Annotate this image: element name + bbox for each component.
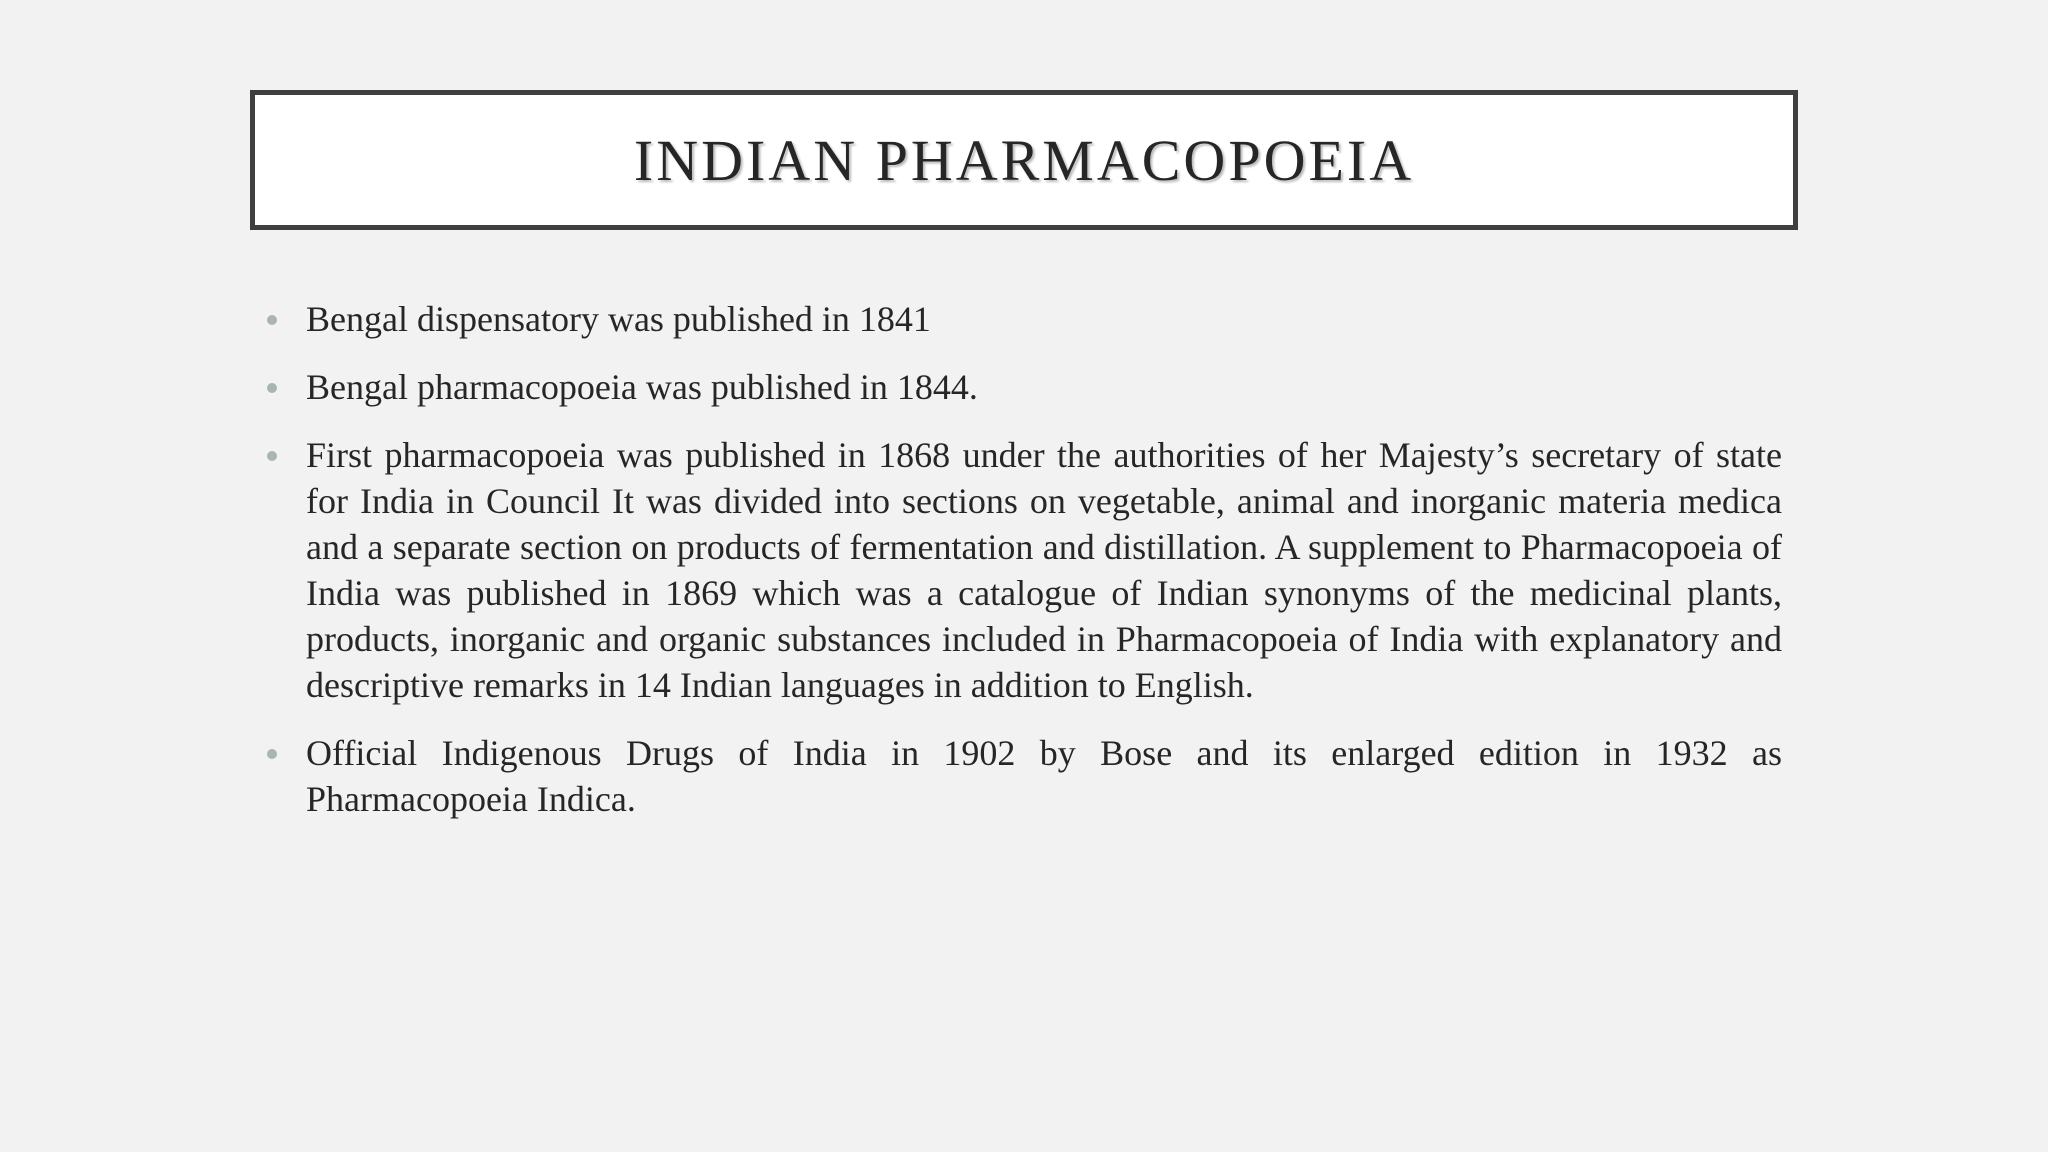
bullet-dot-icon — [267, 383, 277, 393]
slide-title: INDIAN PHARMACOPOEIA — [633, 127, 1415, 193]
bullet-item — [306, 364, 1782, 410]
bullet-list — [306, 296, 1782, 822]
bullet-item — [306, 730, 1782, 822]
bullet-text: First pharmacopoeia was published in 1868 under the authorities of her Majesty’s secretary of state for India in Council It was divided into sections on vegetable, animal and inorganic materia medica and a separate section on products of fermentation and distillation. A supplement to Pharmacopoeia of India was published in 1869 which was a catalogue of Indian synonyms of the medicinal plants, products, inorganic and organic substances included in Pharmacopoeia of India with explanatory and descriptive remarks in 14 Indian languages in addition to English. — [306, 435, 1782, 705]
bullet-dot-icon — [267, 315, 277, 325]
bullet-text: Official Indigenous Drugs of India in 1902 by Bose and its enlarged edition in 1932 as Pharmacopoeia Indica. — [306, 733, 1782, 819]
slide-content — [306, 296, 1782, 844]
bullet-item — [306, 296, 1782, 342]
bullet-text: Bengal dispensatory was published in 1841 — [306, 299, 931, 339]
bullet-item — [306, 432, 1782, 708]
bullet-text: Bengal pharmacopoeia was published in 1844. — [306, 367, 978, 407]
title-box — [250, 90, 1798, 230]
bullet-dot-icon — [267, 749, 277, 759]
bullet-dot-icon — [267, 451, 277, 461]
